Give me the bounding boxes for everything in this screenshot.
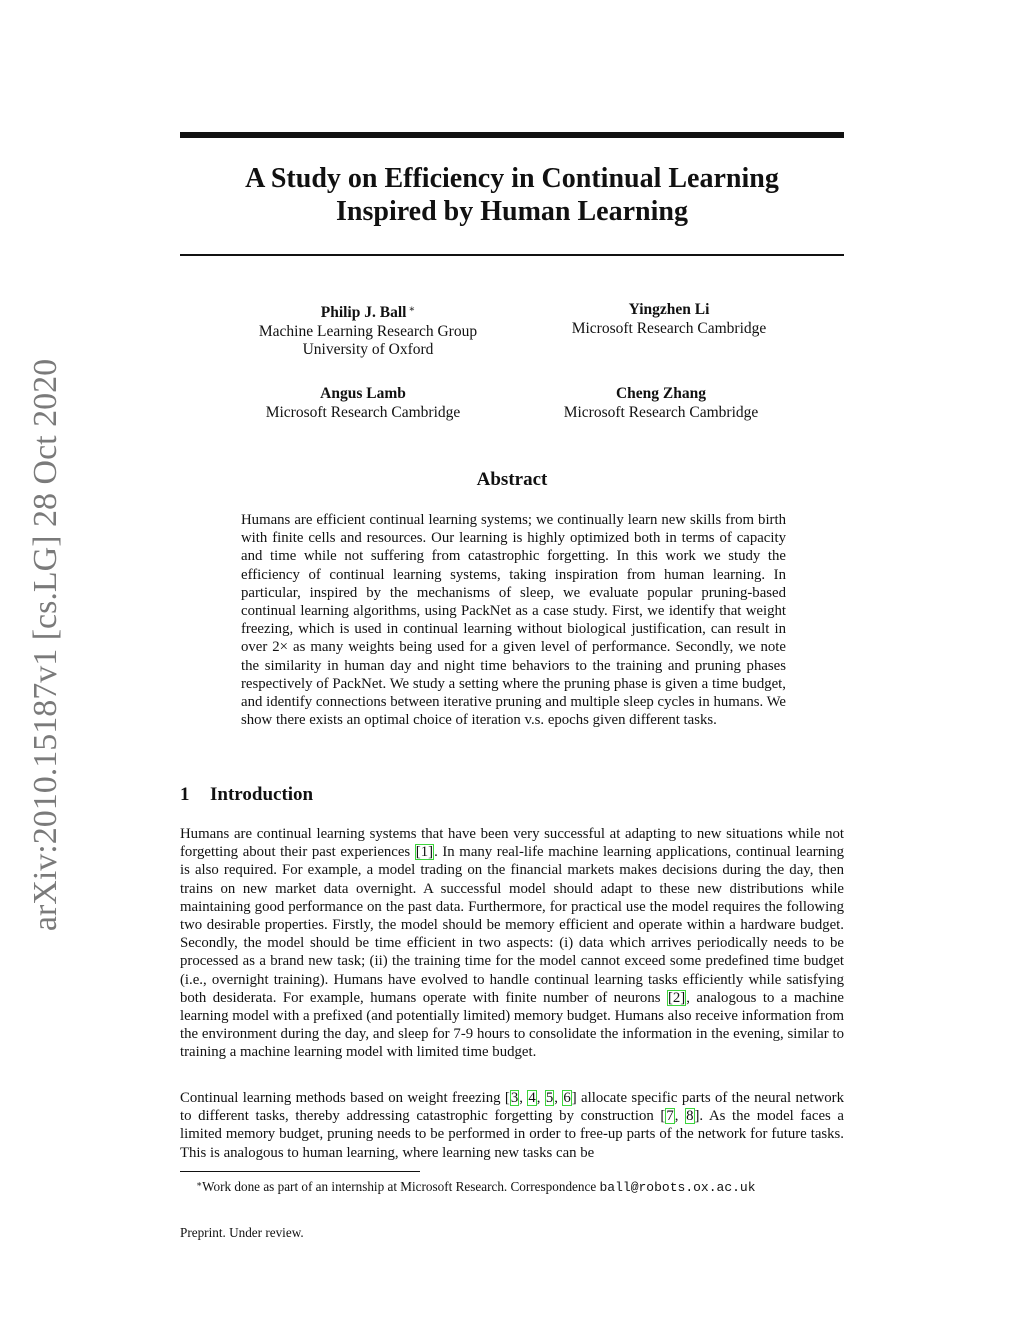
author-block-ball: [246, 301, 490, 360]
citation-link[interactable]: 7: [666, 1108, 674, 1125]
author-name: Cheng Zhang: [615, 385, 707, 402]
footnote-text: Work done as part of an internship at Microsoft Research. Correspondence: [202, 1179, 600, 1194]
abstract-heading: Abstract: [476, 469, 548, 490]
title-line-2: Inspired by Human Learning: [336, 196, 688, 227]
abstract-text: Humans are efficient continual learning systems; we continually learn new skills from birth with finite cells and resources. Our learning is highly optimized both in terms of capacity and time while not suffering from catastrophic forgetting. In this work we study the efficiency of continual learning systems, taking inspiration from human learning. In particular, inspired by the mechanisms of sleep, we evaluate popular pruning-based continual learning algorithms, using PackNet as a case study. First, we identify that weight freezing, which is used in continual learning without biological justification, can result in over 2× as many weights being used for a given level of performance. Secondly, we note the similarity in human day and night time behaviors to the training and pruning phases respectively of PackNet. We study a setting where the pruning phase is given a time budget, and identify connections between iterative pruning and multiple sleep cycles in humans. We show there exists an optimal choice of iteration v.s. epochs given different tasks.: [241, 512, 786, 729]
author-name: Angus Lamb: [320, 385, 406, 402]
section-number: 1: [180, 784, 190, 805]
author-affiliation: Microsoft Research Cambridge: [563, 403, 759, 421]
section-title: Introduction: [210, 784, 314, 805]
citation-link[interactable]: [1]: [415, 844, 434, 861]
section-heading-introduction: [180, 784, 313, 806]
author-affiliation: Microsoft Research Cambridge: [571, 319, 767, 337]
footnote: [196, 1176, 756, 1196]
paper-title: [180, 162, 844, 228]
author-affiliation: Machine Learning Research Group: [258, 322, 478, 340]
title-top-rule: [180, 132, 844, 138]
intro-paragraph-2: Continual learning methods based on weight freezing [3, 4, 5, 6] allocate specific parts of the neural network to different tasks, thereby addressing catastrophic forgetting by construction [7, 8]. As the model faces a limited memory budget, pruning needs to be performed in order to free-up parts of the network for future tasks. This is analogous to human learning, where learning new tasks can be: [180, 1090, 844, 1161]
author-block-zhang: [545, 385, 777, 422]
citation-link[interactable]: 6: [563, 1090, 571, 1106]
citation-link[interactable]: [2]: [667, 989, 686, 1006]
author-name: Philip J. Ball ∗: [320, 304, 416, 321]
arxiv-identifier-stamp: arXiv:2010.15187v1 [cs.LG] 28 Oct 2020: [27, 358, 64, 932]
intro-paragraph-1: Humans are continual learning systems that have been very successful at adapting to new situations while not forgetting about their past experiences [1]. In many real-life machine learning applications, continual learning is also required. For example, a model trading on the financial markets makes decisions during the day, then trains on new market data overnight. A successful model should adapt to these new distributions while maintaining good performance on the past data. Furthermore, for practical use the model requires the following two desirable properties. Firstly, the model should be memory efficient and operate within a hardware budget. Secondly, the model should be time efficient in two aspects: (i) data which arrives periodically needs to be processed as a brand new task; (ii) the training time for the model cannot exceed some predefined time budget (i.e., overnight training). Humans have evolved to handle continual learning tasks efficiently while satisfying both desiderata. For example, humans operate with finite number of neurons [2], analogous to a machine learning model with a prefixed (and potentially limited) memory budget. Humans also receive information from the environment during the day, and sleep for 7-9 hours to consolidate the information in the evening, similar to training a machine learning model with limited time budget.: [180, 826, 845, 1061]
title-line-1: A Study on Efficiency in Continual Learning: [245, 163, 779, 194]
footnote-mark: ∗: [196, 1179, 203, 1189]
citation-link[interactable]: 3: [510, 1090, 519, 1106]
title-bottom-rule: [180, 254, 844, 256]
citation-link[interactable]: 4: [528, 1090, 536, 1106]
citation-link[interactable]: 5: [545, 1090, 554, 1106]
author-name: Yingzhen Li: [628, 301, 710, 318]
footnote-rule: [180, 1171, 420, 1172]
author-block-li: [553, 301, 785, 338]
preprint-note: Preprint. Under review.: [180, 1225, 304, 1240]
citation-link[interactable]: 8: [686, 1108, 694, 1125]
author-footnote-mark: ∗: [408, 304, 416, 315]
author-affiliation: University of Oxford: [302, 341, 434, 358]
author-block-lamb: [246, 385, 480, 422]
correspondence-email: ball@robots.ox.ac.uk: [599, 1180, 756, 1195]
author-affiliation: Microsoft Research Cambridge: [265, 403, 461, 421]
